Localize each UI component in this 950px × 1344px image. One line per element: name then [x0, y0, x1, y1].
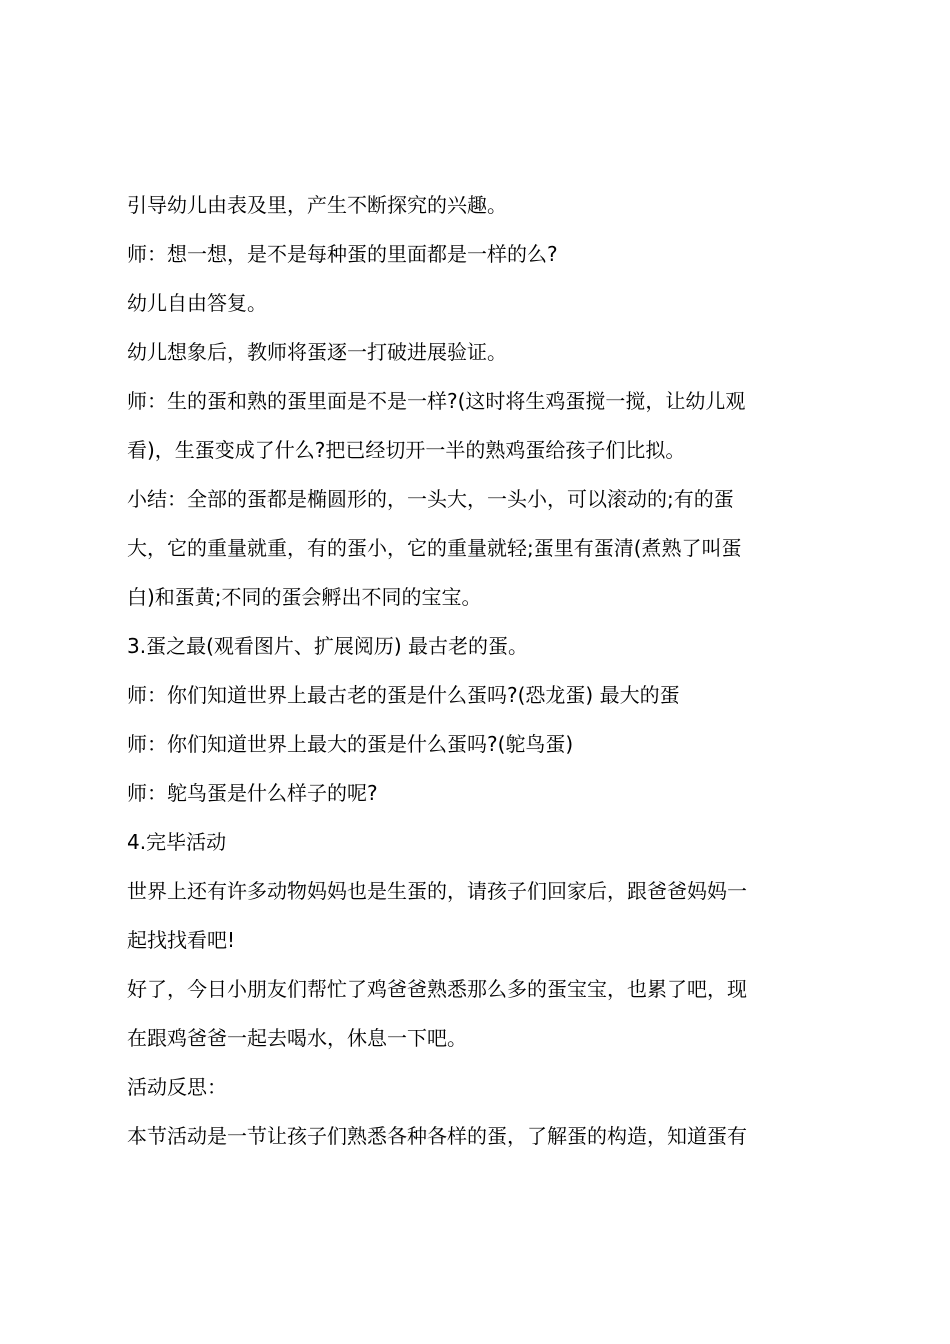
- text-line: 幼儿自由答复。: [127, 291, 267, 315]
- text-line: 本节活动是一节让孩子们熟悉各种各样的蛋，了解蛋的构造，知道蛋有: [127, 1124, 747, 1148]
- text-line: 在跟鸡爸爸一起去喝水，休息一下吧。: [127, 1026, 467, 1050]
- text-line: 看)，生蛋变成了什么?把已经切开一半的熟鸡蛋给孩子们比拟。: [127, 438, 686, 462]
- text-line: 起找找看吧!: [127, 928, 236, 952]
- section-heading: 活动反思：: [127, 1075, 227, 1099]
- text-line: 世界上还有许多动物妈妈也是生蛋的，请孩子们回家后，跟爸爸妈妈一: [127, 879, 747, 903]
- text-line: 引导幼儿由表及里，产生不断探究的兴趣。: [127, 193, 507, 217]
- text-line: 好了，今日小朋友们帮忙了鸡爸爸熟悉那么多的蛋宝宝，也累了吧，现: [127, 977, 747, 1001]
- text-line: 幼儿想象后，教师将蛋逐一打破进展验证。: [127, 340, 507, 364]
- text-line: 师：鸵鸟蛋是什么样子的呢?: [127, 781, 378, 805]
- document-body: [127, 181, 837, 1161]
- text-line: 师：你们知道世界上最古老的蛋是什么蛋吗?(恐龙蛋) 最大的蛋: [127, 683, 680, 707]
- text-line: 小结：全部的蛋都是椭圆形的，一头大，一头小，可以滚动的;有的蛋: [127, 487, 734, 511]
- text-line: 师：你们知道世界上最大的蛋是什么蛋吗?(鸵鸟蛋): [127, 732, 574, 756]
- section-heading: 4.完毕活动: [127, 830, 227, 854]
- text-line: 白)和蛋黄;不同的蛋会孵出不同的宝宝。: [127, 585, 482, 609]
- text-line: 师：想一想，是不是每种蛋的里面都是一样的么?: [127, 242, 558, 266]
- text-line: 大，它的重量就重，有的蛋小，它的重量就轻;蛋里有蛋清(煮熟了叫蛋: [127, 536, 742, 560]
- text-line: 师：生的蛋和熟的蛋里面是不是一样?(这时将生鸡蛋搅一搅，让幼儿观: [127, 389, 746, 413]
- section-heading: 3.蛋之最(观看图片、扩展阅历) 最古老的蛋。: [127, 634, 529, 658]
